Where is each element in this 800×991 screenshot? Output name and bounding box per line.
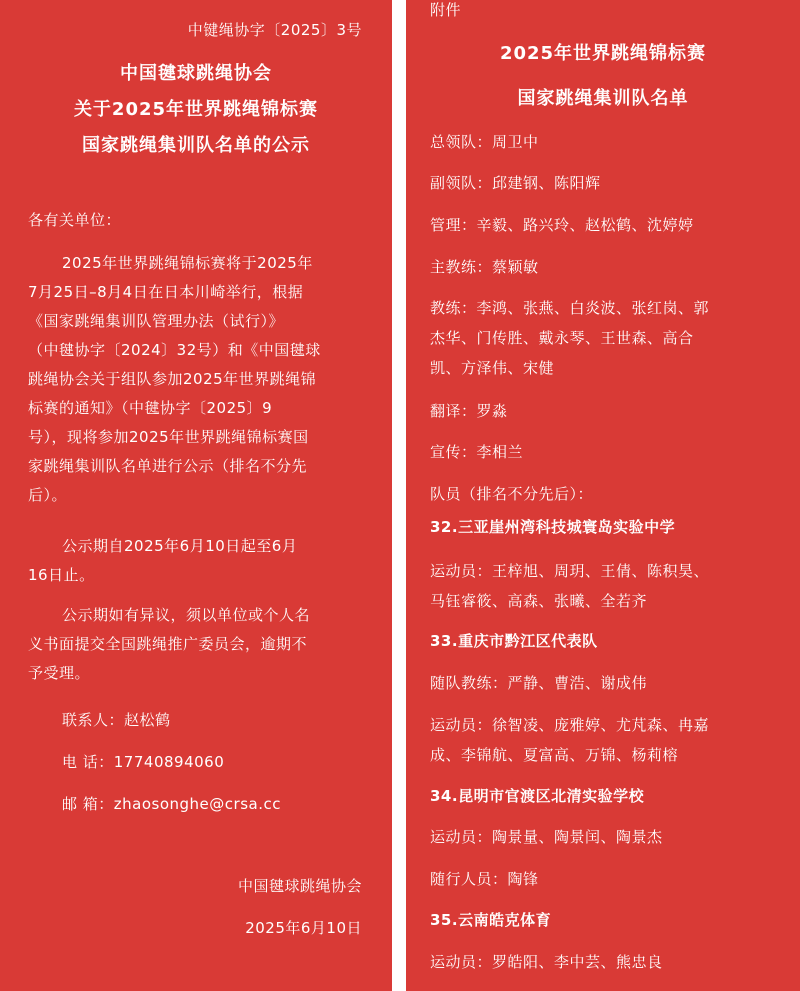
body-line: 标赛的通知》（中毽协字〔2025〕9 [28, 399, 273, 417]
objection-line-1: 公示期如有异议，须以单位或个人名 [62, 606, 311, 624]
translator: 翻译：罗淼 [430, 402, 508, 420]
title-line-2: 关于2025年世界跳绳锦标赛 [73, 99, 319, 120]
body-line: 《国家跳绳集训队管理办法（试行）》 [28, 312, 285, 330]
body-line: 2025年世界跳绳锦标赛将于2025年 [62, 254, 313, 272]
period-line-2: 16日止。 [28, 566, 95, 584]
signer: 中国毽球跳绳协会 [237, 877, 362, 895]
team-33-coach: 随队教练：严静、曹浩、谢成伟 [430, 674, 648, 692]
team-33-athletes: 运动员：徐智凌、庞雅婷、尤芃森、冉嘉 [430, 716, 710, 734]
team-leader: 总领队：周卫中 [430, 133, 539, 151]
roster-title-line-1: 2025年世界跳绳锦标赛 [499, 43, 707, 64]
contact-phone: 电 话：17740894060 [62, 753, 225, 771]
team-35-title: 35.云南皓克体育 [430, 911, 552, 929]
announcement-panel [0, 0, 392, 991]
contact-person: 联系人：赵松鹤 [62, 711, 171, 729]
body-line: 后）。 [28, 486, 68, 504]
management: 管理：辛毅、路兴玲、赵松鹤、沈婷婷 [430, 216, 694, 234]
body-line: 7月25日–8月4日在日本川崎举行，根据 [28, 283, 304, 301]
objection-line-2: 义书面提交全国跳绳推广委员会，逾期不 [28, 635, 308, 653]
period-line-1: 公示期自2025年6月10日起至6月 [62, 537, 298, 555]
salutation: 各有关单位： [28, 211, 122, 229]
contact-email: 邮 箱：zhaosonghe@crsa.cc [62, 795, 281, 813]
body-line: 家跳绳集训队名单进行公示（排名不分先 [28, 457, 308, 475]
team-34-title: 34.昆明市官渡区北清实验学校 [430, 787, 645, 805]
roster-panel [406, 0, 800, 991]
head-coach: 主教练：蔡颖敏 [430, 258, 539, 276]
title-line-1: 中国毽球跳绳协会 [120, 63, 272, 84]
body-line: 跳绳协会关于组队参加2025年世界跳绳锦 [28, 370, 317, 388]
team-35-athletes: 运动员：罗皓阳、李中芸、熊忠良 [430, 953, 663, 971]
attachment-label: 附件 [430, 1, 462, 19]
team-32-title: 32.三亚崖州湾科技城寰岛实验中学 [430, 518, 676, 536]
team-33-title: 33.重庆市黔江区代表队 [430, 632, 598, 650]
members-header: 队员（排名不分先后）： [430, 485, 594, 503]
team-34-athletes: 运动员：陶景量、陶景闰、陶景杰 [430, 828, 663, 846]
date: 2025年6月10日 [245, 919, 362, 937]
coaches-line: 杰华、门传胜、戴永琴、王世森、高合 [430, 329, 694, 347]
coaches-line: 教练：李鸿、张燕、白炎波、张红岗、郭 [430, 299, 710, 317]
team-32-athletes: 运动员：王梓旭、周玥、王倩、陈积昊、 [430, 562, 710, 580]
objection-line-3: 予受理。 [28, 664, 91, 682]
body-line: （中毽协字〔2024〕32号）和《中国毽球 [28, 341, 321, 359]
deputy-leader: 副领队：邱建钢、陈阳辉 [430, 174, 601, 192]
coaches-line: 凯、方泽伟、宋健 [430, 359, 555, 377]
team-34-staff: 随行人员：陶锋 [430, 870, 539, 888]
body-line: 号），现将参加2025年世界跳绳锦标赛国 [28, 428, 309, 446]
team-33-athletes: 成、李锦航、夏富高、万锦、杨莉榕 [430, 746, 679, 764]
publicity: 宣传：李相兰 [430, 443, 524, 461]
team-32-athletes: 马钰睿筱、高森、张曦、全若齐 [430, 592, 648, 610]
document-number: 中键绳协字〔2025〕3号 [187, 21, 362, 39]
title-line-3: 国家跳绳集训队名单的公示 [82, 135, 310, 156]
roster-title-line-2: 国家跳绳集训队名单 [517, 88, 689, 109]
